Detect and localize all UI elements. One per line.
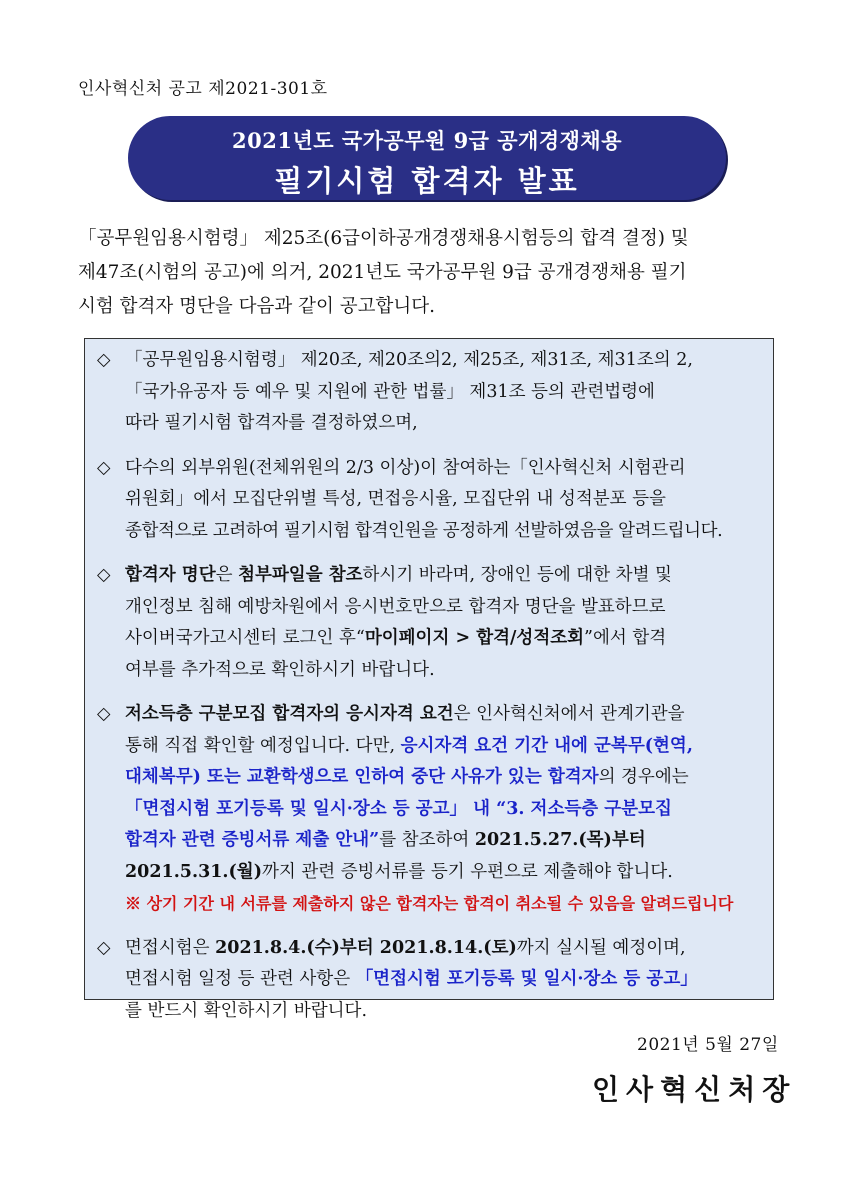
item-text: 은 xyxy=(215,565,239,585)
item-text: 사이버국가고시센터 로그인 후“ xyxy=(125,628,365,648)
highlight-text: 「면접시험 포기등록 및 일시·장소 등 공고」 xyxy=(355,969,698,989)
notice-item-2 xyxy=(97,453,761,548)
intro-paragraph xyxy=(78,222,778,324)
diamond-bullet-icon: ◇ xyxy=(97,937,111,958)
item-text: 하시기 바라며, 장애인 등에 대한 차별 및 xyxy=(362,565,672,585)
intro-line: 시험 합격자 명단을 다음과 같이 공고합니다. xyxy=(78,296,435,317)
item-text: 은 인사혁신처에서 관계기관을 xyxy=(453,704,685,724)
notice-date: 2021년 5월 27일 xyxy=(637,1035,779,1055)
item-text: 를 참조하여 xyxy=(379,830,475,850)
item-line: 「국가유공자 등 예우 및 지원에 관한 법률」 제31조 등의 관련법령에 xyxy=(125,381,655,402)
item-line: 위원회」에서 모집단위별 특성, 면접응시율, 모집단위 내 성적분포 등을 xyxy=(125,489,666,509)
item-text: 통해 직접 확인할 예정입니다. 다만, xyxy=(125,735,401,756)
bold-text: 2021.8.4.(수)부터 2021.8.14.(토) xyxy=(215,937,517,958)
signature: 인사혁신처장 xyxy=(592,1073,797,1106)
item-line: 여부를 추가적으로 확인하시기 바랍니다. xyxy=(125,659,435,680)
item-text: ”에서 합격 xyxy=(584,628,667,648)
item-text: 면접시험은 xyxy=(125,937,216,958)
highlight-text: 대체복무) 또는 교환학생으로 인하여 중단 사유가 있는 합격자 xyxy=(125,767,599,787)
item-line: 종합적으로 고려하여 필기시험 합격인원을 공정하게 선발하였음을 알려드립니다. xyxy=(125,520,723,541)
banner-title: 필기시험 합격자 발표 xyxy=(274,164,580,198)
notice-item-5 xyxy=(97,933,761,1028)
notice-box xyxy=(84,338,774,1021)
diamond-bullet-icon: ◇ xyxy=(97,565,111,585)
bold-text: 저소득층 구분모집 합격자의 응시자격 요건 xyxy=(125,704,454,724)
diamond-bullet-icon: ◇ xyxy=(97,457,111,478)
item-line xyxy=(125,933,761,965)
diamond-bullet-icon: ◇ xyxy=(97,350,111,370)
item-text: 까지 실시될 예정이며, xyxy=(516,937,686,958)
item-line xyxy=(125,857,761,889)
banner-subtitle: 2021년도 국가공무원 9급 공개경쟁채용 xyxy=(232,128,622,153)
item-line: 다수의 외부위원(전체위원의 2/3 이상)이 참여하는「인사혁신처 시험관리 xyxy=(125,457,686,478)
notice-item-3 xyxy=(97,560,761,686)
item-line xyxy=(125,623,761,655)
bold-text: 마이페이지 > 합격/성적조회 xyxy=(364,628,585,648)
notice-item-1 xyxy=(97,345,761,440)
item-line: 따라 필기시험 합격자를 결정하였으며, xyxy=(125,413,418,433)
warning-line: ※ 상기 기간 내 서류를 제출하지 않은 합격자는 합격이 취소될 수 있음을 알려드립니다 xyxy=(125,894,734,913)
item-line xyxy=(125,560,761,592)
item-line xyxy=(125,825,761,857)
item-line: 「공무원임용시험령」 제20조, 제20조의2, 제25조, 제31조, 제31조의 2, xyxy=(125,350,693,370)
item-line xyxy=(125,699,761,731)
item-line: 「면접시험 포기등록 및 일시·장소 등 공고」 내 “3. 저소득층 구분모집 xyxy=(125,798,672,819)
highlight-text: 응시자격 요건 기간 내에 군복무(현역, xyxy=(400,735,693,756)
intro-line: 제47조(시험의 공고)에 의거, 2021년도 국가공무원 9급 공개경쟁채용 필기 xyxy=(78,262,687,283)
notice-number: 인사혁신처 공고 제2021-301호 xyxy=(78,79,328,99)
bold-text: 첨부파일을 참조 xyxy=(238,565,363,585)
item-text: 면접시험 일정 등 관련 사항은 xyxy=(125,969,356,989)
bold-text: 합격자 명단 xyxy=(125,565,216,585)
notice-item-4 xyxy=(97,699,761,920)
item-line xyxy=(125,762,761,794)
item-line: 를 반드시 확인하시기 바랍니다. xyxy=(125,1000,368,1021)
item-line xyxy=(125,964,761,996)
bold-text: 2021.5.27.(목)부터 xyxy=(474,830,646,850)
intro-line: 「공무원임용시험령」 제25조(6급이하공개경쟁채용시험등의 합격 결정) 및 xyxy=(78,228,689,249)
diamond-bullet-icon: ◇ xyxy=(97,704,111,724)
item-text: 의 경우에는 xyxy=(598,767,689,787)
item-line: 개인정보 침해 예방차원에서 응시번호만으로 합격자 명단을 발표하므로 xyxy=(125,596,666,617)
item-line xyxy=(125,731,761,763)
title-banner xyxy=(128,116,726,200)
highlight-text: 합격자 관련 증빙서류 제출 안내” xyxy=(125,830,380,850)
bold-text: 2021.5.31.(월) xyxy=(125,861,262,882)
item-text: 까지 관련 증빙서류를 등기 우편으로 제출해야 합니다. xyxy=(261,861,673,882)
